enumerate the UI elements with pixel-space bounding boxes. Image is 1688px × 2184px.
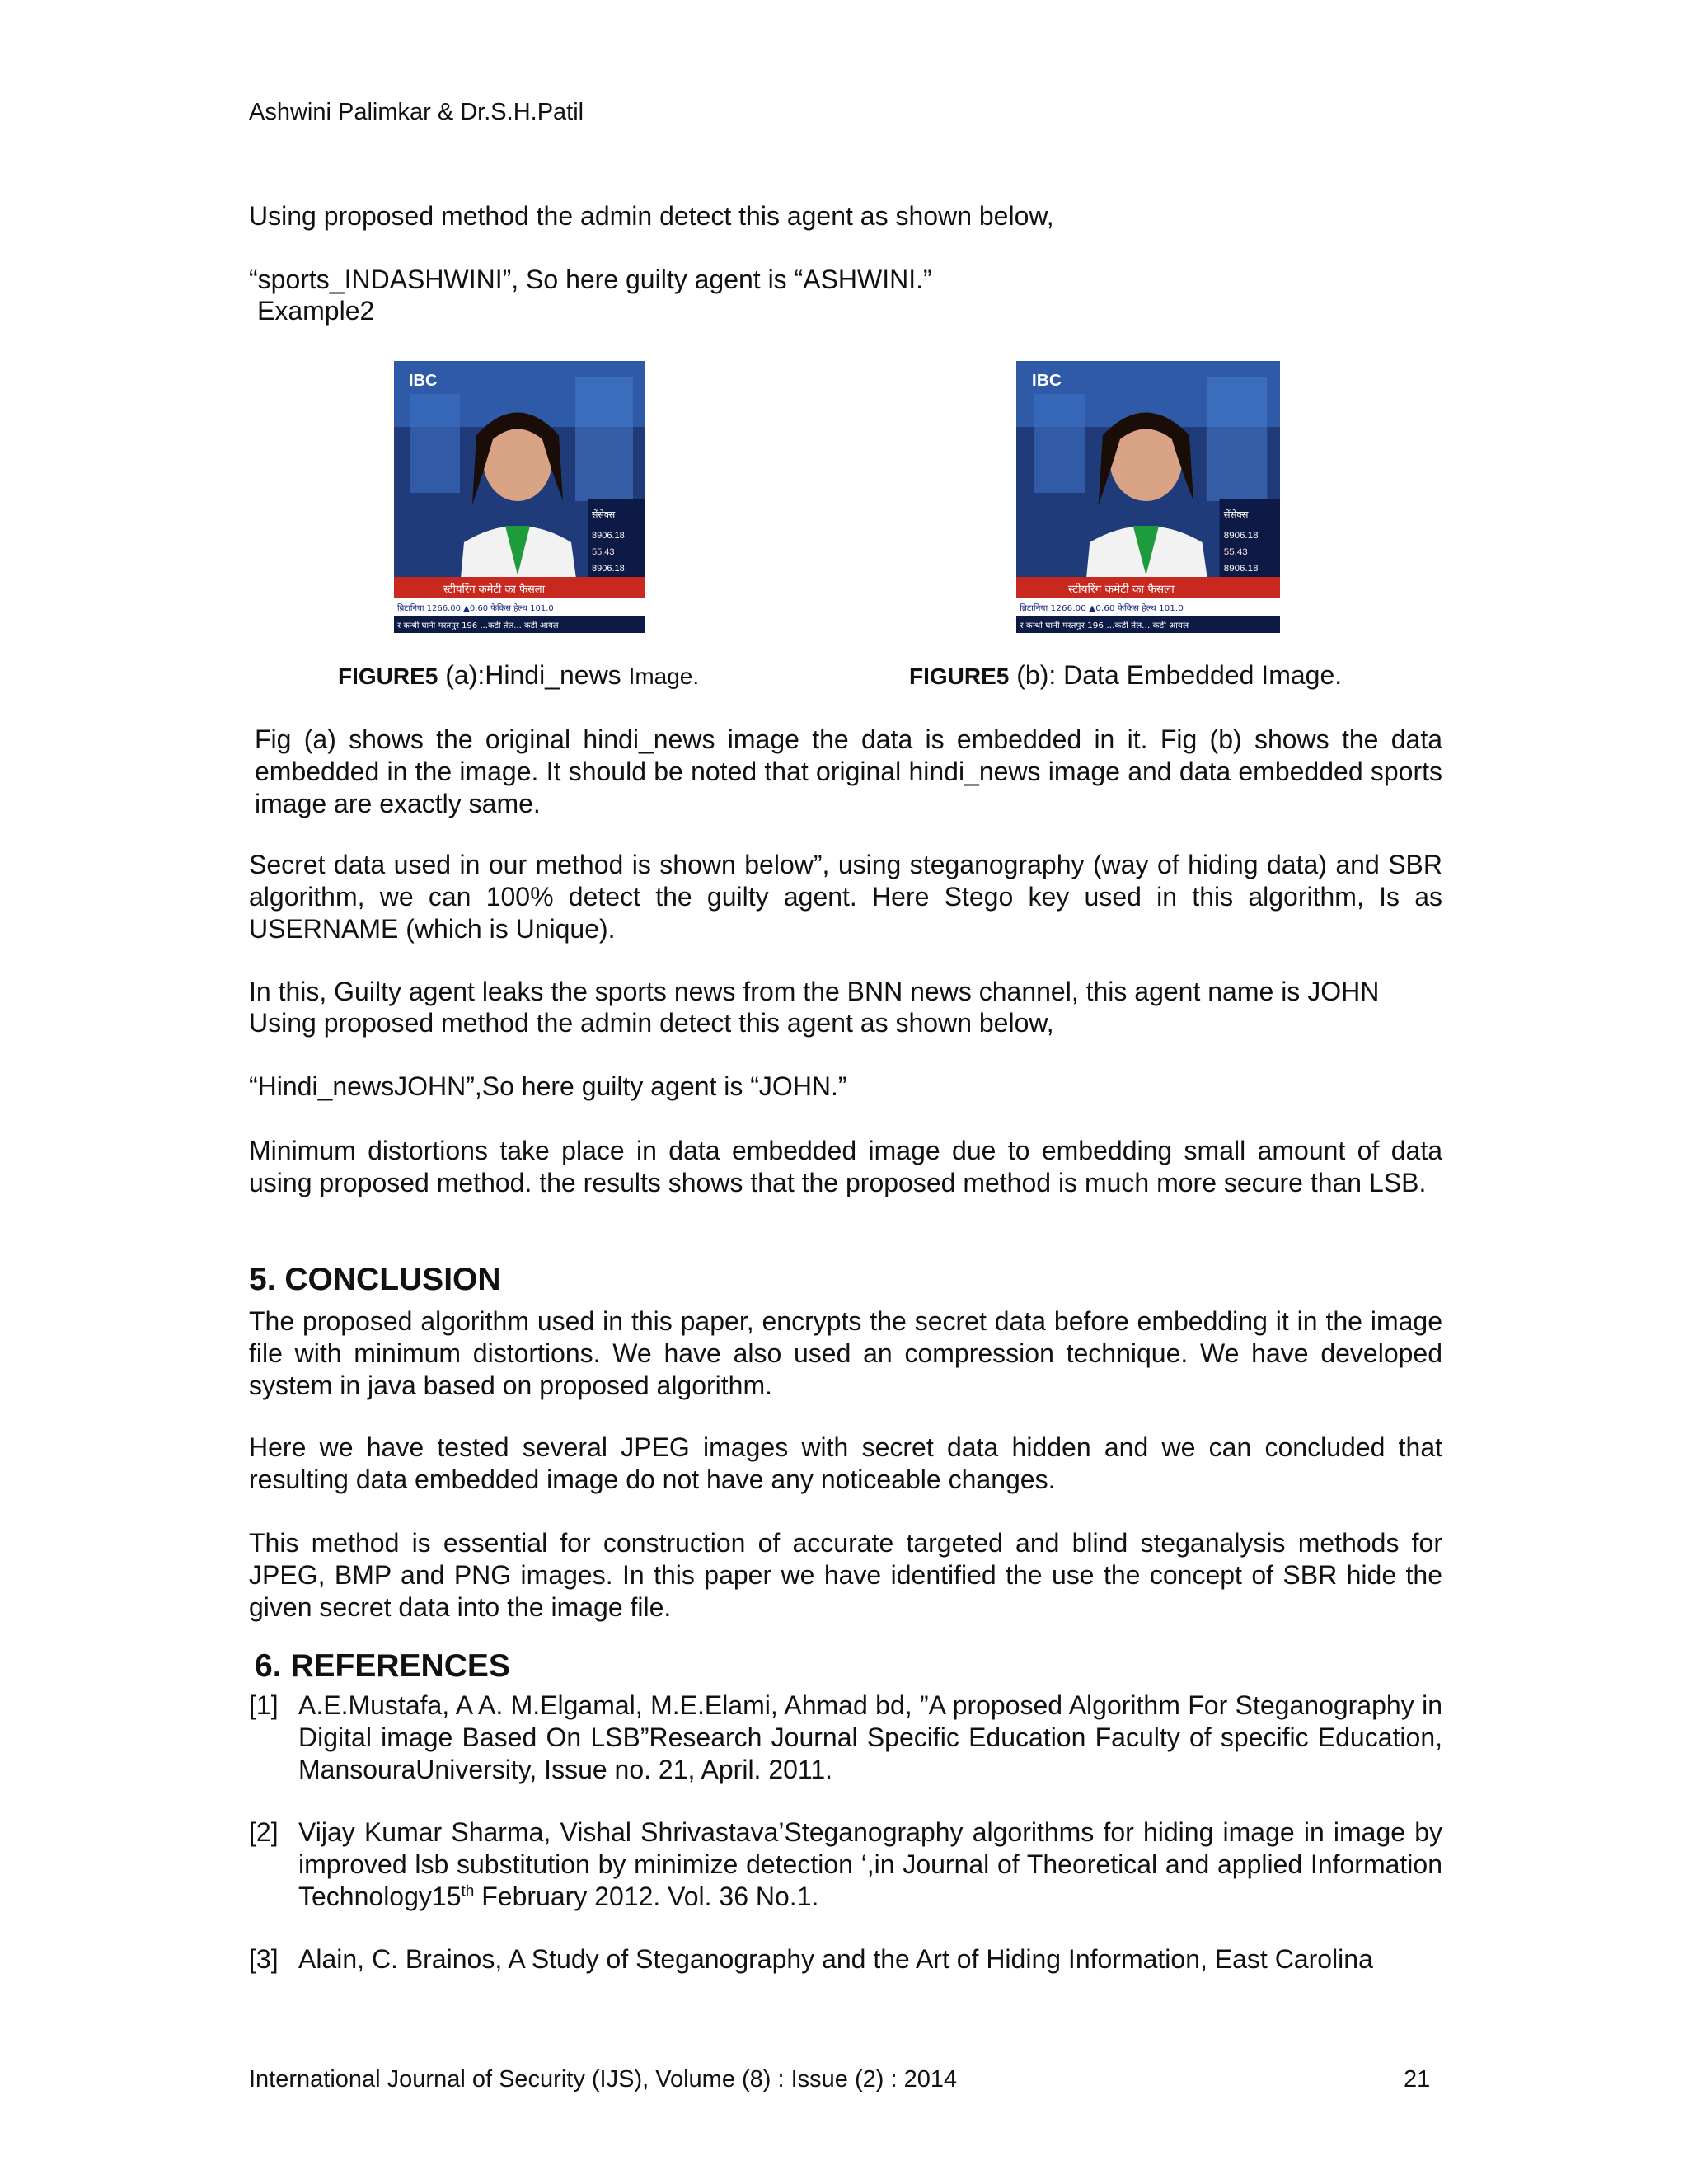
news-anchor-illustration-a xyxy=(394,361,645,633)
example-label: Example2 xyxy=(257,296,375,326)
svg-text:8906.18: 8906.18 xyxy=(592,531,625,541)
svg-text:स्टीयरिंग कमेटी का फैसला: स्टीयरिंग कमेटी का फैसला xyxy=(1067,583,1175,596)
intro-line-1: Using proposed method the admin detect this agent as shown below, xyxy=(249,201,1054,231)
secret-data-paragraph: Secret data used in our method is shown below”, using steganography (way of hiding data) and SBR algorithm, we can 100% detect the guilty agent. Here Stego key used in this algorithm, Is as USERNAME (which is Unique). xyxy=(249,850,1442,944)
reference-text: A.E.Mustafa, A A. M.Elgamal, M.E.Elami, Ahmad bd, ”A proposed Algorithm For Steganography in Digital image Based On LSB”Research Journal Specific Education Faculty of specific Education, MansouraUniversity, Issue no. 21, April. 2011. xyxy=(298,1690,1442,1784)
reference-item-2 xyxy=(249,1816,1442,1915)
corner-logo-text: IBC xyxy=(409,372,438,390)
svg-text:8906.18: 8906.18 xyxy=(1223,531,1259,541)
svg-text:सेंसेक्स: सेंसेक्स xyxy=(592,509,616,520)
conclusion-paragraph-1: The proposed algorithm used in this paper, encrypts the secret data before embedding it in the image file with minimum distortions. We have also used an compression technique. We have developed system in java based on proposed algorithm. xyxy=(249,1306,1442,1400)
reference-item-1 xyxy=(249,1690,1442,1788)
reference-number: [2] xyxy=(249,1817,279,1847)
svg-text:8906.18: 8906.18 xyxy=(1223,564,1259,574)
svg-text:ब्रिटानिया 1266.00 ▲0.60 फेक: ब्रिटानिया 1266.00 ▲0.60 फेकिस हेल्थ 101.0 xyxy=(397,604,554,613)
reference-text: Alain, C. Brainos, A Study of Steganography and the Art of Hiding Information, East Carolina xyxy=(298,1944,1373,1974)
figure-a-caption: FIGURE5 (a):Hindi_news Image. xyxy=(338,660,700,690)
running-header: Ashwini Palimkar & Dr.S.H.Patil xyxy=(249,99,584,125)
svg-text:ब्रिटानिया 1266.00 ▲0.60 फेक: ब्रिटानिया 1266.00 ▲0.60 फेकिस हेल्थ 101.0 xyxy=(1020,603,1184,613)
conclusion-heading: 5. CONCLUSION xyxy=(249,1262,501,1297)
distortion-paragraph: Minimum distortions take place in data embedded image due to embedding small amount of data using proposed method. the results shows that the proposed method is much more secure than LSB. xyxy=(249,1136,1442,1197)
svg-text:स्टीयरिंग कमेटी का फैसला: स्टीयरिंग कमेटी का फैसला xyxy=(443,583,545,596)
reference-number: [1] xyxy=(249,1690,279,1720)
svg-text:र कन्धी घानी मरतपुर 196 ...क: र कन्धी घानी मरतपुर 196 ...कडी तेल... कडी आयल xyxy=(1020,621,1189,630)
guilty-agent-line-1: In this, Guilty agent leaks the sports news from the BNN news channel, this agent name is JOHN xyxy=(249,977,1380,1006)
john-result-line: “Hindi_newsJOHN”,So here guilty agent is “JOHN.” xyxy=(249,1071,847,1101)
figure-b-image xyxy=(1016,361,1280,633)
conclusion-paragraph-2: Here we have tested several JPEG images with secret data hidden and we can concluded that resulting data embedded image do not have any noticeable changes. xyxy=(249,1432,1442,1494)
svg-text:8906.18: 8906.18 xyxy=(592,564,625,574)
figure-b-caption: FIGURE5 (b): Data Embedded Image. xyxy=(909,660,1343,690)
page-number: 21 xyxy=(1404,2066,1431,2093)
reference-number: [3] xyxy=(249,1944,279,1974)
svg-text:55.43: 55.43 xyxy=(592,547,615,557)
reference-text: Vijay Kumar Sharma, Vishal Shrivastava’Steganography algorithms for hiding image in image by improved lsb substitution by minimize detection ‘,in Journal of Theoretical and applied Information Technology15th February 2012. Vol. 36 No.1. xyxy=(298,1817,1442,1911)
figure-description-paragraph: Fig (a) shows the original hindi_news image the data is embedded in it. Fig (b) shows the data embedded in the image. It should be noted that original hindi_news image and data embedded sports image are exactly same. xyxy=(255,724,1442,818)
svg-text:सेंसेक्स: सेंसेक्स xyxy=(1223,509,1249,520)
conclusion-paragraph-3: This method is essential for construction of accurate targeted and blind steganalysis methods for JPEG, BMP and PNG images. In this paper we have identified the use the concept of SBR hide the given secret data into the image file. xyxy=(249,1528,1442,1622)
footer-journal: International Journal of Security (IJS), Volume (8) : Issue (2) : 2014 xyxy=(249,2066,958,2093)
guilty-agent-line-2: Using proposed method the admin detect this agent as shown below, xyxy=(249,1008,1054,1038)
references-heading: 6. REFERENCES xyxy=(255,1648,510,1684)
svg-text:र कन्धी घानी मरतपुर 196 ...क: र कन्धी घानी मरतपुर 196 ...कडी तेल... कडी आयल xyxy=(397,621,559,630)
svg-text:IBC: IBC xyxy=(1031,371,1062,390)
figure-a-label: FIGURE5 xyxy=(338,663,438,689)
news-anchor-illustration-b xyxy=(1016,361,1280,633)
intro-line-2: “sports_INDASHWINI”, So here guilty agent is “ASHWINI.” xyxy=(249,265,932,294)
figure-b-label: FIGURE5 xyxy=(909,663,1010,689)
reference-item-3 xyxy=(249,1943,1442,1980)
figure-a-image xyxy=(394,361,645,633)
svg-text:55.43: 55.43 xyxy=(1223,547,1248,557)
